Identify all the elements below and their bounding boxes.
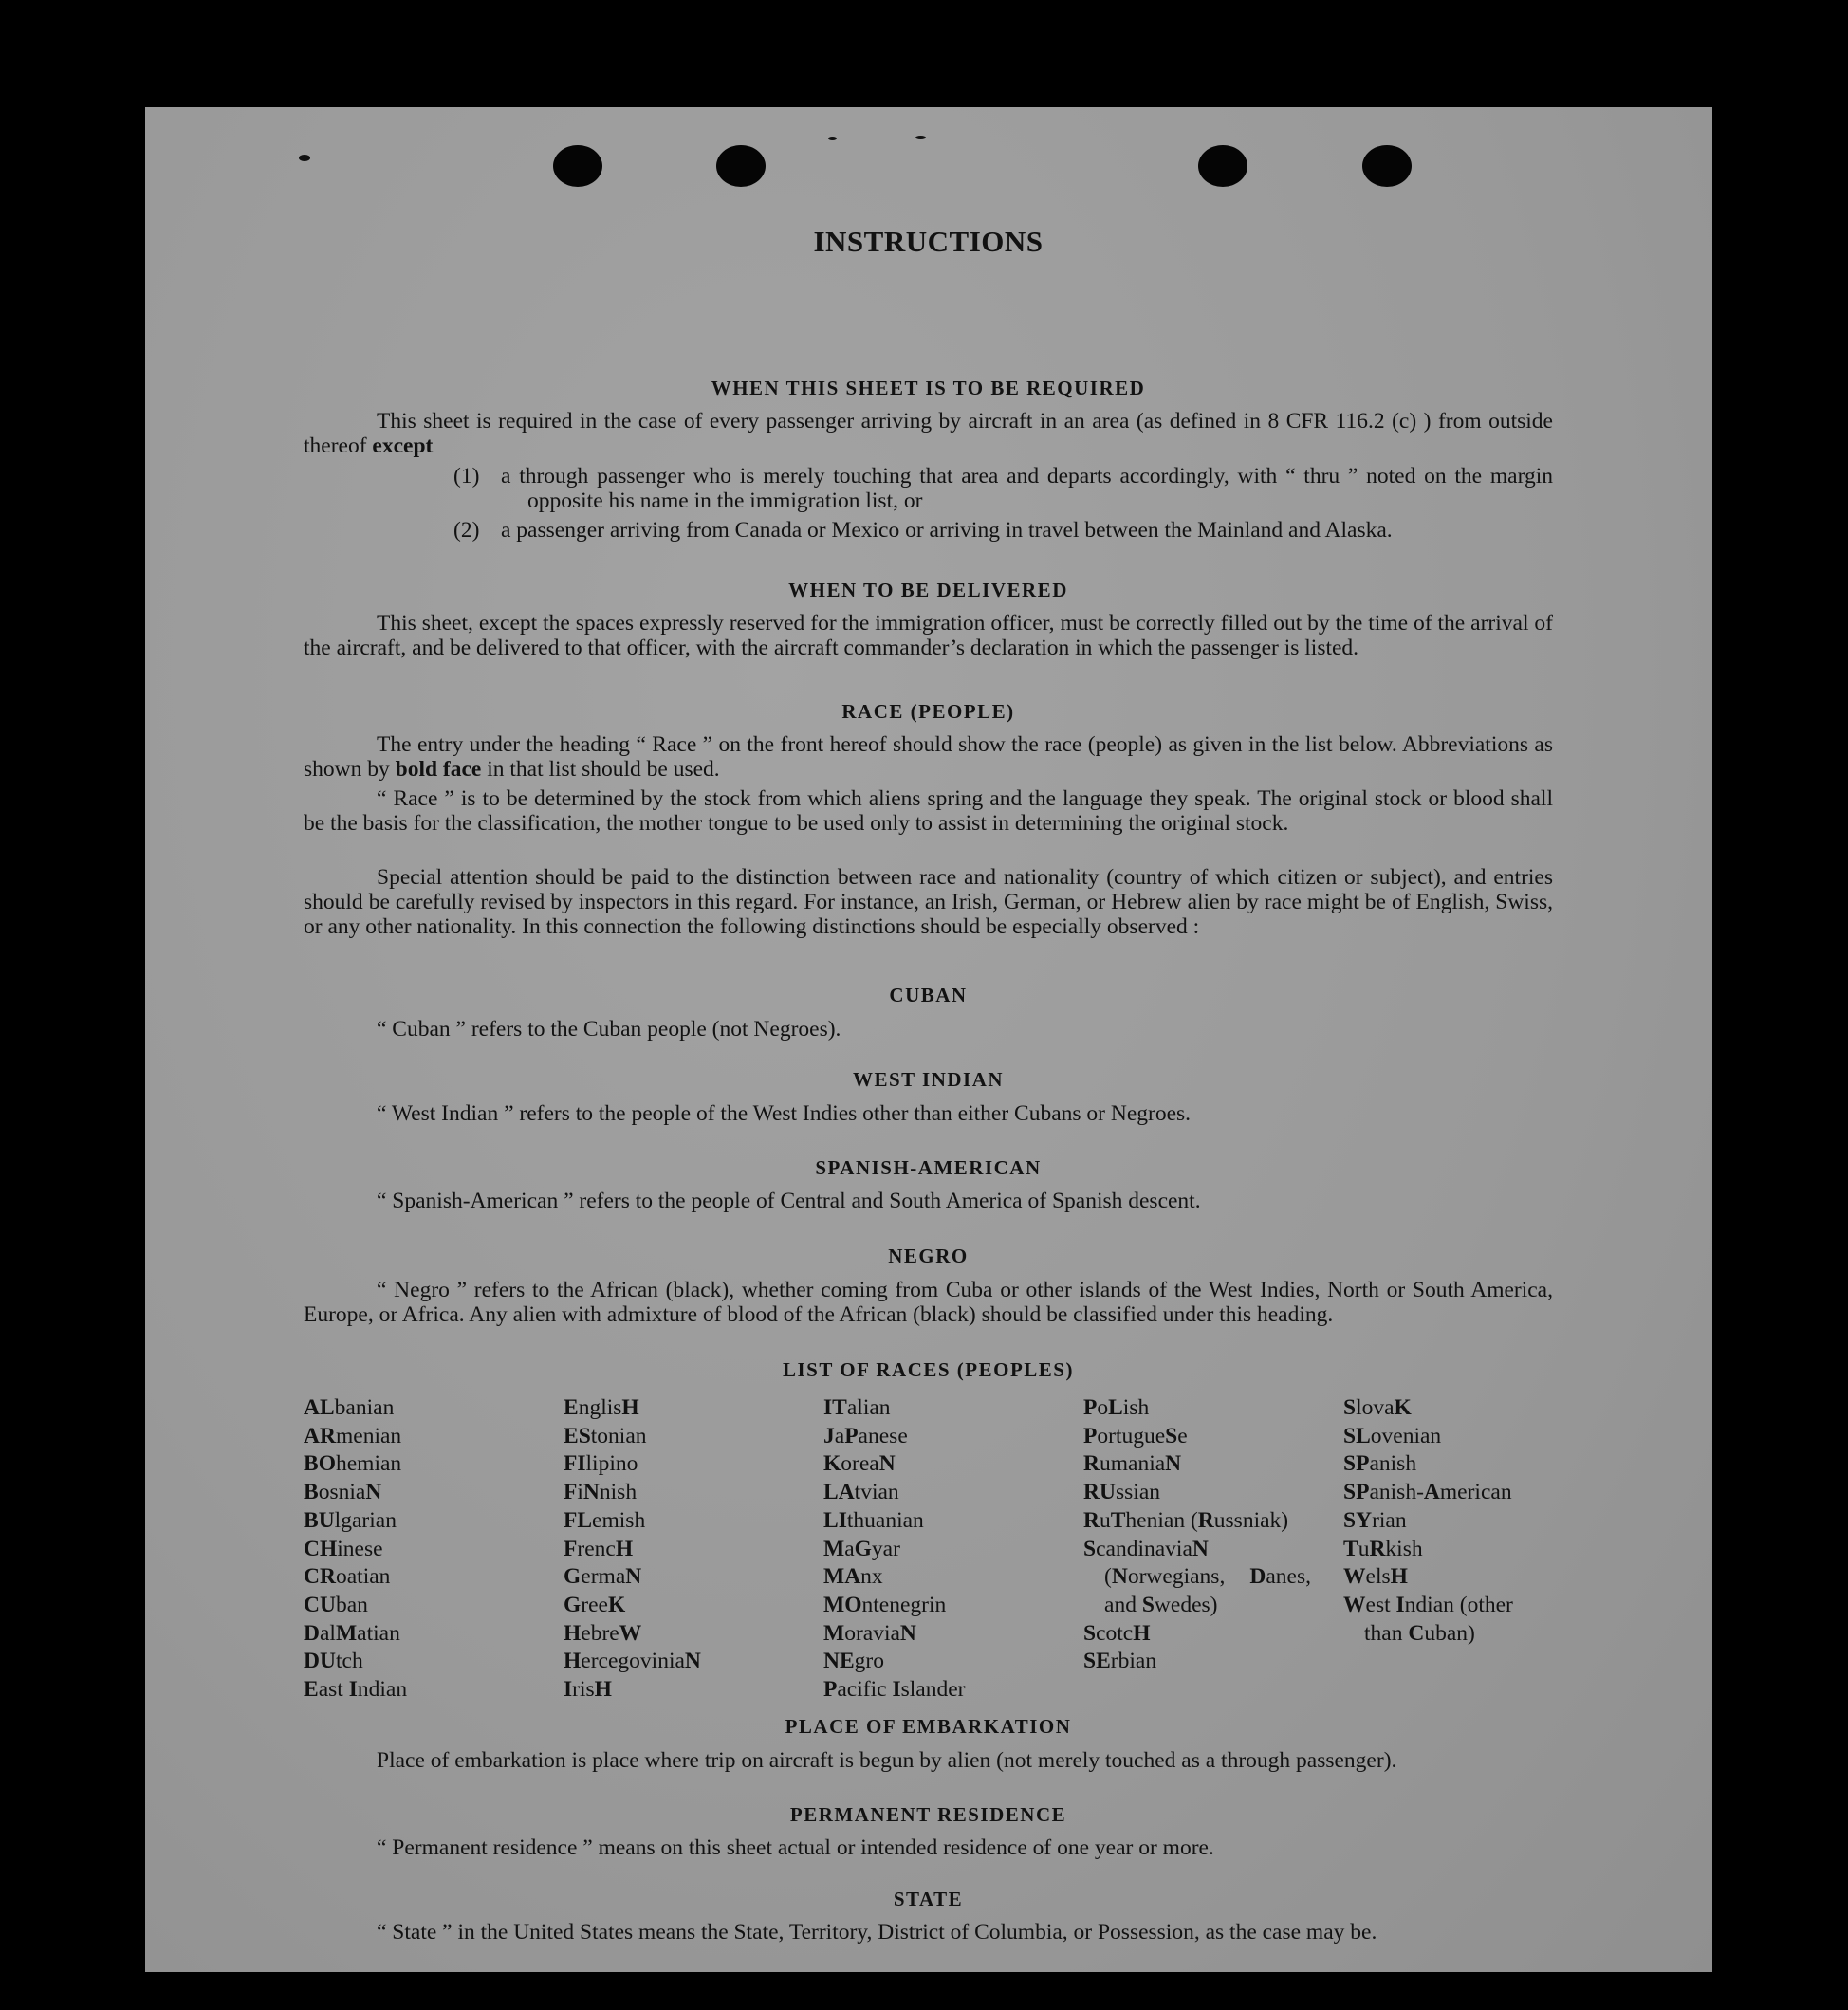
heading-when-delivered: WHEN TO BE DELIVERED bbox=[788, 579, 1068, 601]
race-entry: BUlgarian bbox=[304, 1507, 397, 1533]
para-delivered: This sheet, except the spaces expressly reserved for the immigration officer, must be correctly filled out by the time of the arrival of the aircraft, and be delivered to that officer, with the aircraft commander’s declaration in which the passenger is listed. bbox=[304, 611, 1553, 660]
race-entry: CHinese bbox=[304, 1536, 383, 1561]
race-entry: SLovenian bbox=[1343, 1423, 1442, 1448]
punch-hole-icon bbox=[716, 145, 766, 187]
race-entry: LAtvian bbox=[823, 1480, 899, 1505]
heading-spanish-american: SPANISH-AMERICAN bbox=[815, 1156, 1042, 1179]
page-title: INSTRUCTIONS bbox=[813, 225, 1044, 258]
race-entry: SPanish-American bbox=[1343, 1480, 1512, 1505]
race-column bbox=[1343, 1394, 1554, 1648]
race-entry: WelsH bbox=[1343, 1564, 1408, 1590]
race-entry: FrencH bbox=[564, 1536, 634, 1561]
race-list bbox=[304, 1394, 1553, 1707]
race-entry: CRoatian bbox=[304, 1564, 391, 1590]
para-race-2: “ Race ” is to be determined by the stock from which aliens spring and the language they speak. The original stock or blood shall be the basis for the classification, the mother tongue to be used only to assist in determining the original stock. bbox=[304, 786, 1553, 836]
race-entry: PoLish bbox=[1083, 1395, 1150, 1420]
race-entry: GermaN bbox=[564, 1564, 642, 1590]
heading-list-of-races: LIST OF RACES (PEOPLES) bbox=[783, 1358, 1074, 1381]
para-embarkation: Place of embarkation is place where trip on aircraft is begun by alien (not merely touched as a through passenger). bbox=[377, 1748, 1397, 1773]
race-entry: BosniaN bbox=[304, 1480, 382, 1505]
race-entry: ALbanian bbox=[304, 1395, 395, 1420]
speck-mark bbox=[828, 137, 837, 140]
para-state: “ State ” in the United States means the State, Territory, District of Columbia, or Possession, as the case may be. bbox=[377, 1920, 1377, 1945]
race-entry: IrisH bbox=[564, 1677, 612, 1703]
heading-negro: NEGRO bbox=[888, 1245, 969, 1267]
race-entry: SYrian bbox=[1343, 1507, 1407, 1533]
item-text: a passenger arriving from Canada or Mexico or arriving in travel between the Mainland and Alaska. bbox=[501, 518, 1393, 543]
document-sheet bbox=[145, 107, 1712, 1972]
heading-place-of-embarkation: PLACE OF EMBARKATION bbox=[785, 1715, 1072, 1738]
item-number: (2) bbox=[453, 518, 480, 543]
race-entry: ScandinaviaN (Norwegians, Danes, and Swedes) bbox=[1083, 1536, 1311, 1617]
race-entry: DUtch bbox=[304, 1649, 363, 1674]
race-entry: RumaniaN bbox=[1083, 1451, 1182, 1477]
race-entry: MAnx bbox=[823, 1564, 883, 1590]
race-entry: SlovaK bbox=[1343, 1395, 1412, 1420]
race-entry: EStonian bbox=[564, 1423, 647, 1448]
race-entry: FiNnish bbox=[564, 1480, 638, 1505]
para-spanish-american: “ Spanish-American ” refers to the people of Central and South America of Spanish descent. bbox=[377, 1189, 1201, 1213]
race-entry: DalMatian bbox=[304, 1620, 400, 1646]
para-negro: “ Negro ” refers to the African (black), whether coming from Cuba or other islands of the West Indies, North or South America, Europe, or Africa. Any alien with admixture of blood of the African (black) should be classified under this heading. bbox=[304, 1278, 1553, 1327]
race-entry: EnglisH bbox=[564, 1395, 639, 1420]
race-entry: BOhemian bbox=[304, 1451, 402, 1477]
race-entry: RuThenian (Russniak) bbox=[1083, 1507, 1289, 1533]
heading-state: STATE bbox=[893, 1888, 964, 1910]
race-entry: NEgro bbox=[823, 1649, 884, 1674]
item-number: (1) bbox=[453, 464, 480, 489]
race-entry: ScotcH bbox=[1083, 1620, 1151, 1646]
race-entry: ITalian bbox=[823, 1395, 891, 1420]
heading-permanent-residence: PERMANENT RESIDENCE bbox=[789, 1803, 1067, 1826]
race-entry: JaPanese bbox=[823, 1423, 908, 1448]
race-entry: SErbian bbox=[1083, 1649, 1157, 1674]
speck-mark bbox=[915, 136, 926, 139]
race-entry: PortugueSe bbox=[1083, 1423, 1188, 1448]
heading-cuban: CUBAN bbox=[889, 984, 968, 1006]
heading-race: RACE (PEOPLE) bbox=[841, 700, 1015, 723]
race-column bbox=[304, 1394, 555, 1705]
race-entry: HebreW bbox=[564, 1620, 642, 1646]
race-entry: SPanish bbox=[1343, 1451, 1417, 1477]
race-entry: LIthuanian bbox=[823, 1507, 924, 1533]
race-entry: MaGyar bbox=[823, 1536, 900, 1561]
race-column bbox=[564, 1394, 815, 1705]
race-entry: TuRkish bbox=[1343, 1536, 1423, 1561]
para-race-1: The entry under the heading “ Race ” on the front hereof should show the race (people) as given in the list below. Abbreviations as shown by bold face in that list should be used. bbox=[304, 732, 1553, 782]
race-entry: MoraviaN bbox=[823, 1620, 916, 1646]
item-text: a through passenger who is merely touching that area and departs accordingly, with “ thru ” noted on the margin opposite his name in the immigration list, or bbox=[501, 464, 1553, 513]
race-entry: HercegoviniaN bbox=[564, 1649, 701, 1674]
race-entry: FIlipino bbox=[564, 1451, 638, 1477]
para-cuban: “ Cuban ” refers to the Cuban people (not Negroes). bbox=[377, 1017, 841, 1042]
race-entry: MOntenegrin bbox=[823, 1592, 947, 1617]
race-column bbox=[1083, 1394, 1311, 1676]
para-required: This sheet is required in the case of every passenger arriving by aircraft in an area (as defined in 8 CFR 116.2 (c) ) from outside thereof except bbox=[304, 409, 1553, 458]
race-entry: RUssian bbox=[1083, 1480, 1160, 1505]
race-entry: West Indian (other than Cuban) bbox=[1343, 1592, 1513, 1646]
race-entry: East Indian bbox=[304, 1677, 408, 1703]
speck-mark bbox=[299, 155, 310, 161]
race-entry: Pacific Islander bbox=[823, 1677, 966, 1703]
heading-west-indian: WEST INDIAN bbox=[852, 1068, 1005, 1091]
heading-when-required: WHEN THIS SHEET IS TO BE REQUIRED bbox=[711, 377, 1146, 399]
race-entry: CUban bbox=[304, 1592, 368, 1617]
instructions-content bbox=[304, 225, 1553, 1945]
race-column bbox=[823, 1394, 1075, 1705]
punch-hole-icon bbox=[1362, 145, 1412, 187]
race-entry: ARmenian bbox=[304, 1423, 402, 1448]
race-entry: KoreaN bbox=[823, 1451, 896, 1477]
race-entry: FLemish bbox=[564, 1507, 646, 1533]
punch-hole-icon bbox=[553, 145, 602, 187]
para-race-3: Special attention should be paid to the distinction between race and nationality (country of which citizen or subject), and entries should be carefully revised by inspectors in this regard. For instance, an Irish, German, or Hebrew alien by race might be of English, Swiss, or any other nationality. In this connection the following distinctions should be especially observed : bbox=[304, 865, 1553, 939]
para-west-indian: “ West Indian ” refers to the people of the West Indies other than either Cubans or Negroes. bbox=[377, 1101, 1192, 1126]
punch-hole-icon bbox=[1198, 145, 1247, 187]
para-residence: “ Permanent residence ” means on this sheet actual or intended residence of one year or more. bbox=[377, 1835, 1214, 1860]
race-entry: GreeK bbox=[564, 1592, 626, 1617]
